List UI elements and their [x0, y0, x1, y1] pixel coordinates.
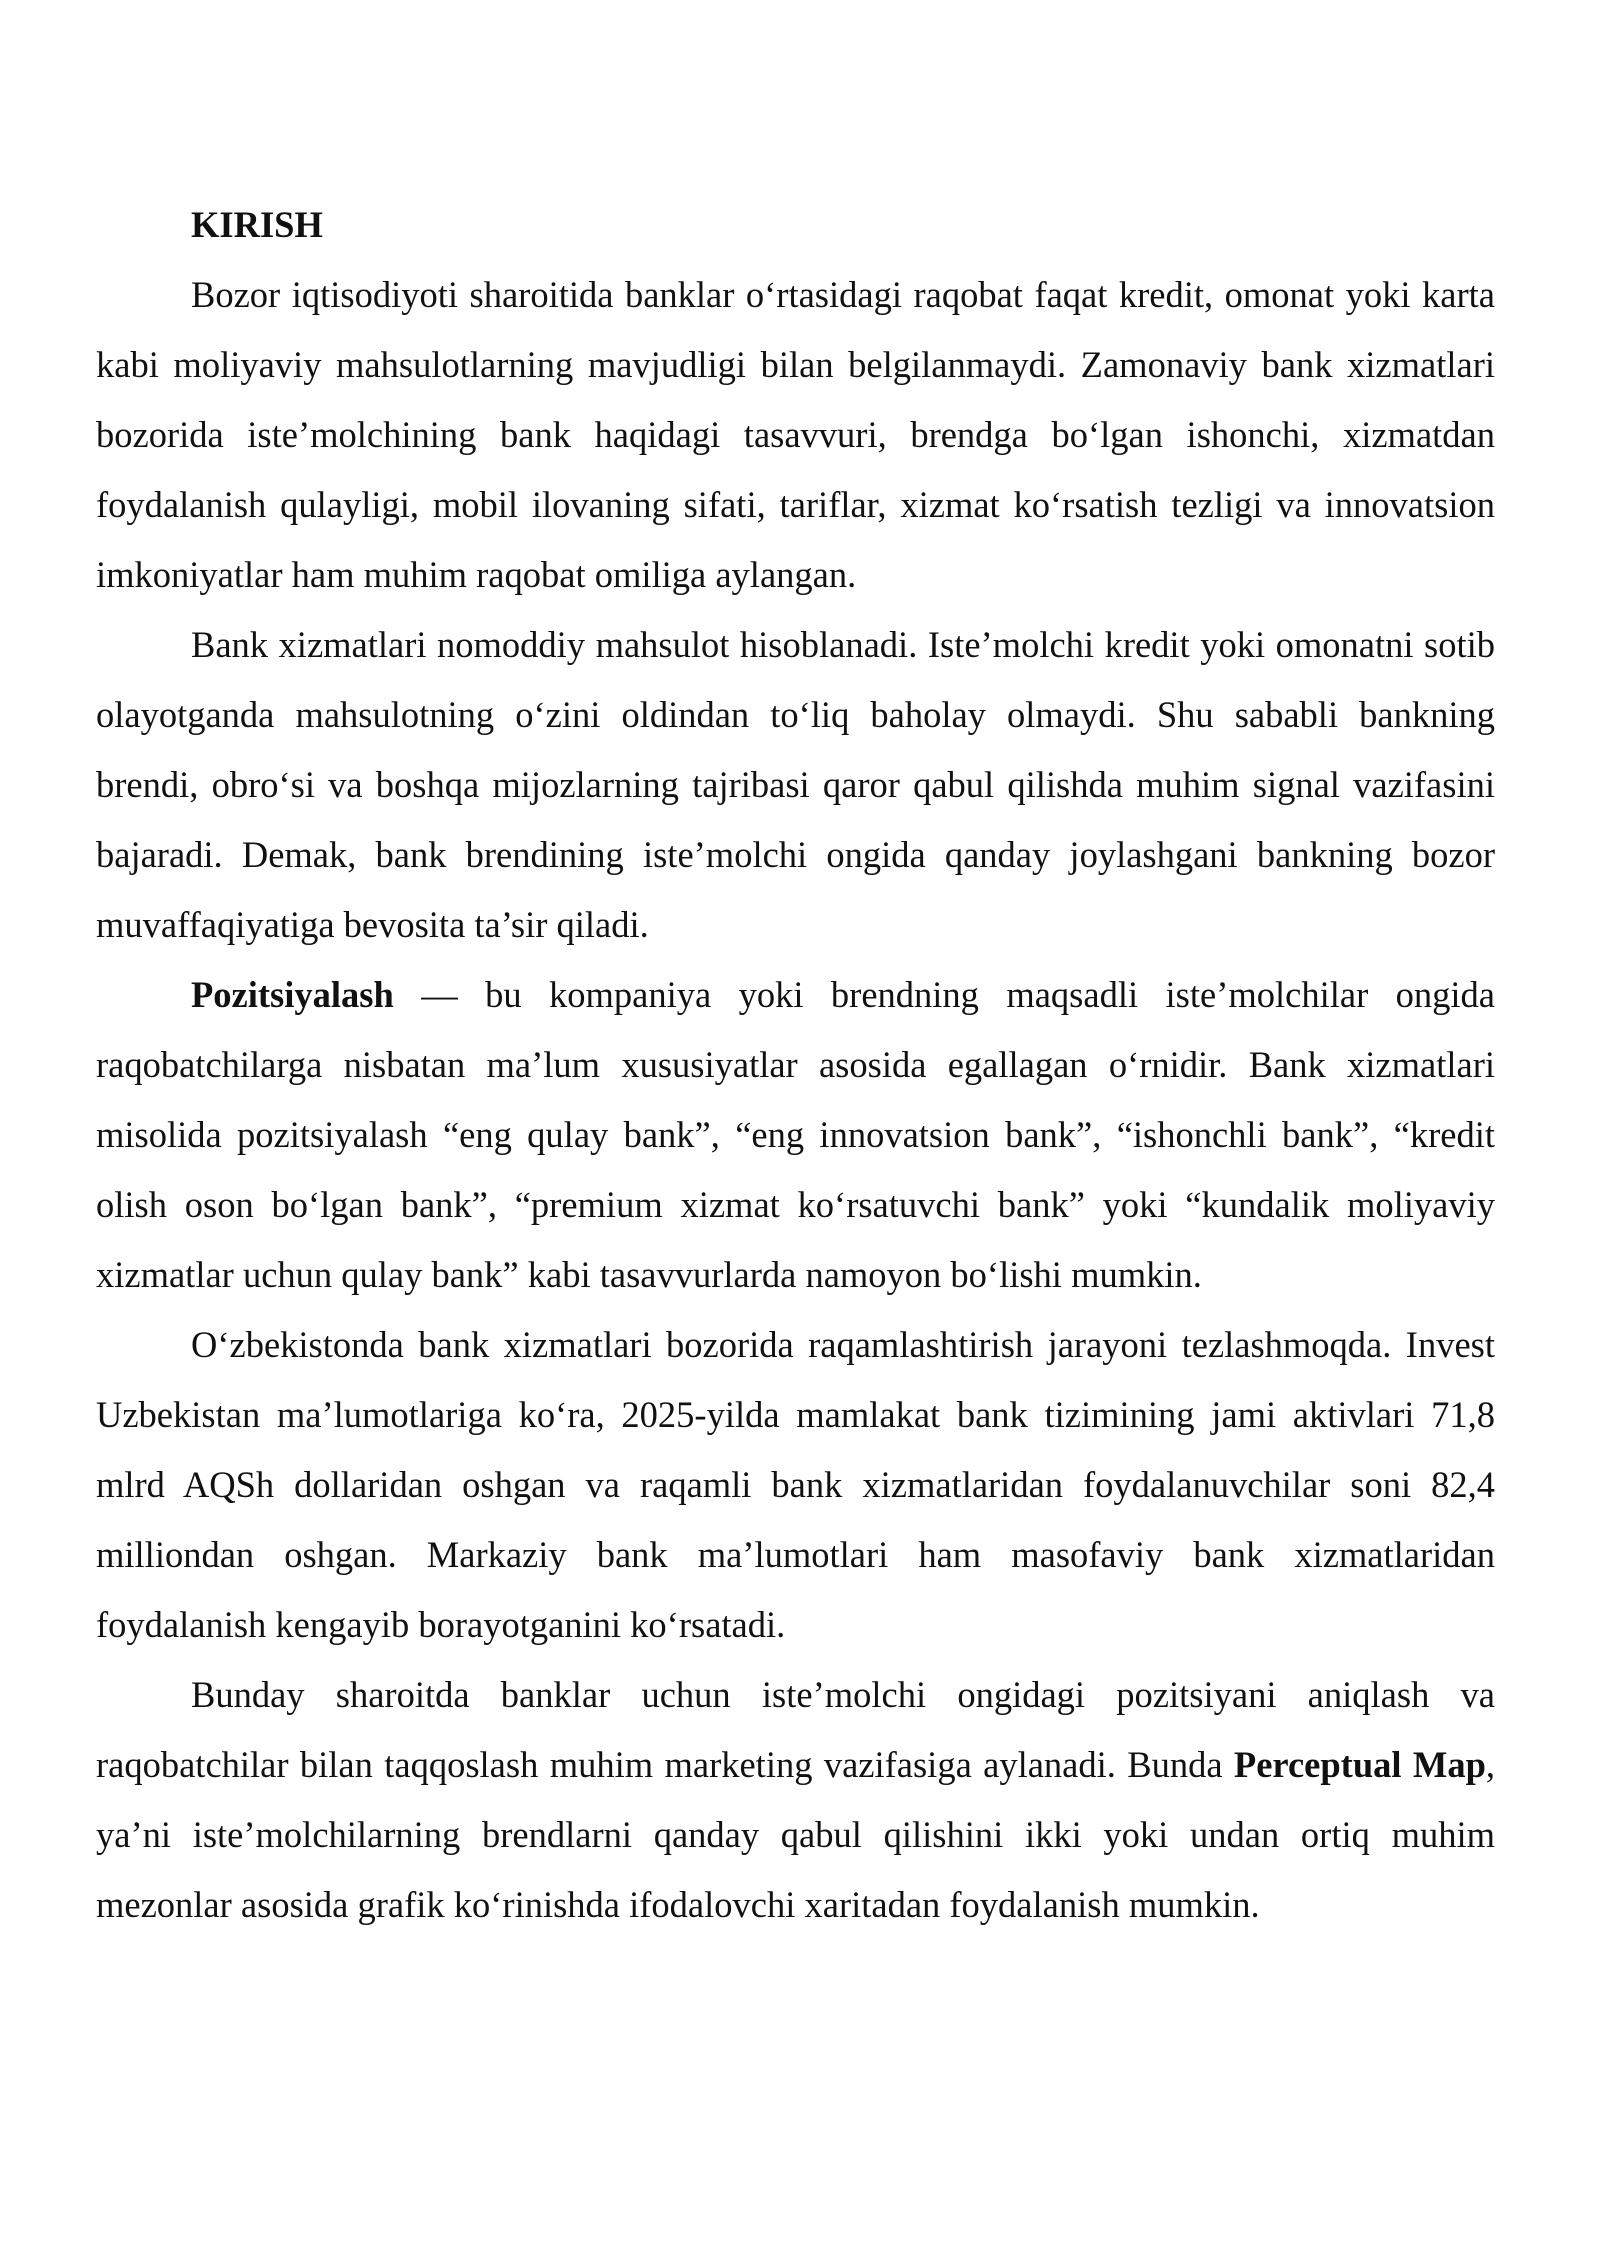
paragraph-intro: Bozor iqtisodiyoti sharoitida banklar o‘rtasidagi raqobat faqat kredit, omonat yoki karta kabi moliyaviy mahsulotlarning mavjudligi bilan belgilanmaydi. Zamonaviy bank xizmatlari bozorida iste’molchining bank haqidagi tasavvuri, brendga bo‘lgan ishonchi, xizmatdan foydalanish qulayligi, mobil ilovaning sifati, tariflar, xizmat ko‘rsatish tezligi va innovatsion imkoniyatlar ham muhim raqobat omiliga aylangan.	[96, 274, 1495, 595]
term-perceptual-map: Perceptual Map	[1233, 1744, 1486, 1785]
perceptual-map-text-b: , ya’ni iste’molchilarning brendlarni qanday qabul qilishini ikki yoki undan ortiq muhim mezonlar asosida grafik ko‘rinishda ifodalovchi xaritadan foydalanish mumkin.	[96, 1744, 1495, 1925]
paragraph-intangible-services: Bank xizmatlari nomoddiy mahsulot hisoblanadi. Iste’molchi kredit yoki omonatni sotib olayotganda mahsulotning o‘zini oldindan to‘liq baholay olmaydi. Shu sababli bankning brendi, obro‘si va boshqa mijozlarning tajribasi qaror qabul qilishda muhim signal vazifasini bajaradi. Demak, bank brendining iste’molchi ongida qanday joylashgani bankning bozor muvaffaqiyatiga bevosita ta’sir qiladi.	[96, 624, 1495, 945]
paragraph-perceptual-map	[96, 1660, 1495, 1940]
paragraph-uzbekistan-digitalization: O‘zbekistonda bank xizmatlari bozorida raqamlashtirish jarayoni tezlashmoqda. Invest Uzbekistan ma’lumotlariga ko‘ra, 2025-yilda mamlakat bank tizimining jami aktivlari 71,8 mlrd AQSh dollaridan oshgan va raqamli bank xizmatlaridan foydalanuvchilar soni 82,4 milliondan oshgan. Markaziy bank ma’lumotlari ham masofaviy bank xizmatlaridan foydalanish kengayib borayotganini ko‘rsatadi.	[96, 1324, 1495, 1645]
term-positioning: Pozitsiyalash	[191, 974, 394, 1015]
perceptual-map-text-a: Bunday sharoitda banklar uchun iste’molchi ongidagi pozitsiyani aniqlash va raqobatchilar bilan taqqoslash muhim marketing vazifasiga aylanadi. Bunda	[96, 1674, 1495, 1785]
paragraph-positioning-definition	[96, 960, 1495, 1310]
positioning-definition-text: — bu kompaniya yoki brendning maqsadli iste’molchilar ongida raqobatchilarga nisbatan ma’lum xususiyatlar asosida egallagan o‘rnidir. Bank xizmatlari misolida pozitsiyalash “eng qulay bank”, “eng innovatsion bank”, “ishonchli bank”, “kredit olish oson bo‘lgan bank”, “premium xizmat ko‘rsatuvchi bank” yoki “kundalik moliyaviy xizmatlar uchun qulay bank” kabi tasavvurlarda namoyon bo‘lishi mumkin.	[96, 974, 1495, 1295]
section-heading: KIRISH	[191, 204, 323, 245]
